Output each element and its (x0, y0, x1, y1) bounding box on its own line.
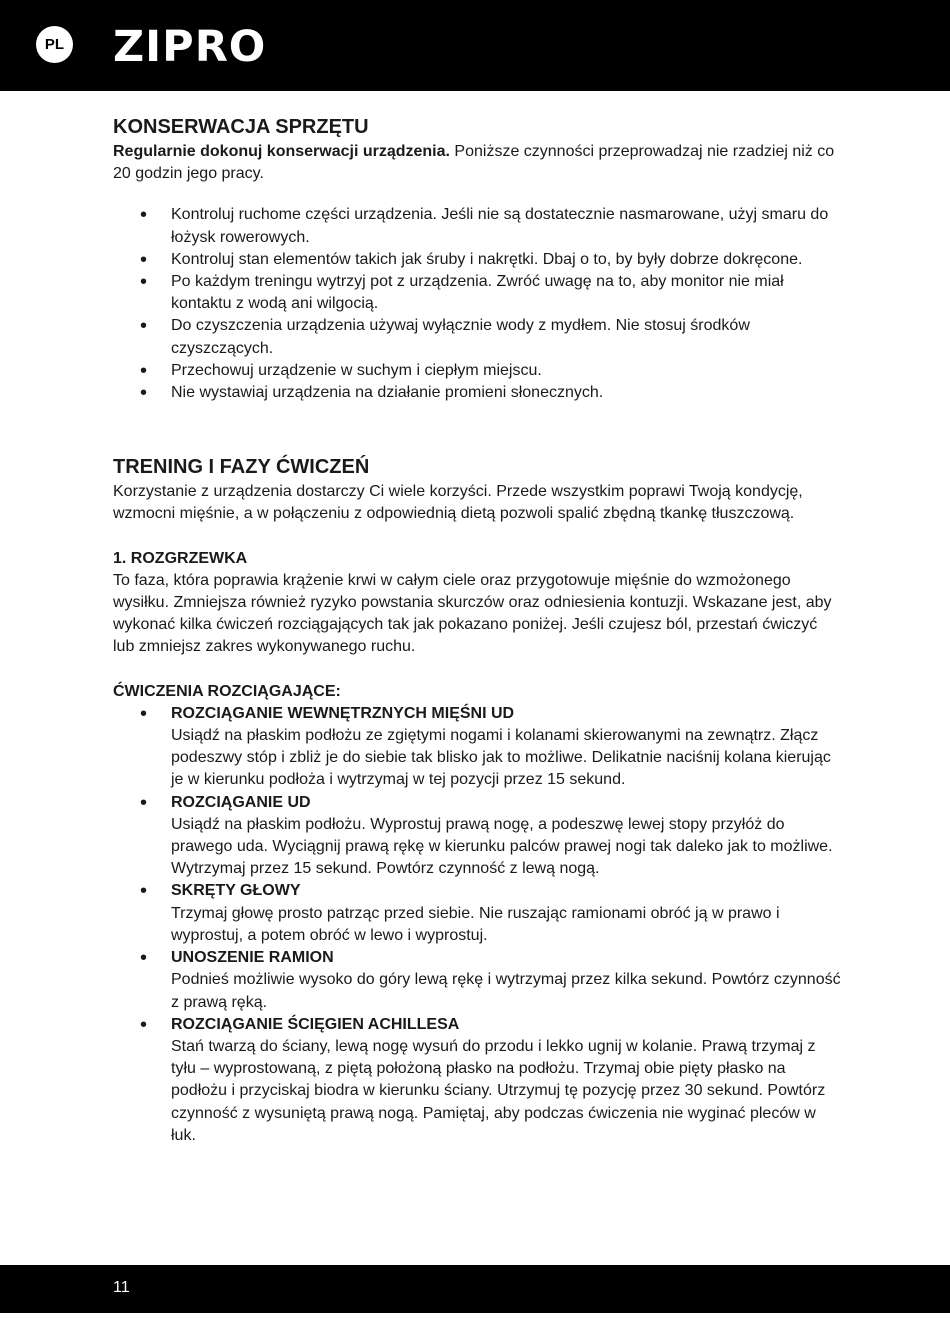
exercise-name: • ROZCIĄGANIE UD (171, 793, 311, 811)
exercise-description: Stań twarzą do ściany, lewą nogę wysuń do przodu i lekko ugnij w kolanie. Prawą trzymaj z tyłu – wyprostowaną, z piętą położoną płasko na podłożu. Trzymaj obie pięty płasko na podłożu i przyciskaj biodra w kierunku ściany. Utrzymuj tę pozycję przez 30 sekund. Powtórz czynność z wysuniętą prawą nogą. Pamiętaj, aby podczas ćwiczenia nie wyginać pleców w łuk. (171, 1037, 826, 1144)
warmup-text: To faza, która poprawia krążenie krwi w całym ciele oraz przygotowuje mięśnie do wzmożonego wysiłku. Zmniejsza również ryzyko powstania skurczów oraz odniesienia kontuzji. Wskazane jest, aby wykonać kilka ćwiczeń rozciągających tak jak pokazano poniżej. Jeśli czujesz ból, przestań ćwiczyć lub zmniejsz zakres wykonywanego ruchu. (113, 571, 832, 656)
exercise-item (113, 880, 843, 947)
maintenance-intro (113, 141, 843, 185)
maintenance-section (113, 113, 843, 404)
list-item: • Przechowuj urządzenie w suchym i ciepłym miejscu. (113, 360, 843, 382)
exercise-name: • ROZCIĄGANIE ŚCIĘGIEN ACHILLESA (171, 1015, 460, 1033)
exercise-list (113, 703, 843, 1147)
training-section (113, 453, 843, 1147)
list-item: • Nie wystawiaj urządzenia na działanie promieni słonecznych. (113, 382, 843, 404)
maintenance-title: KONSERWACJA SPRZĘTU (113, 116, 369, 138)
page-footer (0, 1265, 950, 1313)
training-intro: Korzystanie z urządzenia dostarczy Ci wiele korzyści. Przede wszystkim poprawi Twoją kondycję, wzmocni mięśnie, a w połączeniu z odpowiednią dietą pozwoli spalić zbędną tkankę tłuszczową. (113, 483, 803, 523)
exercise-item (113, 947, 843, 1014)
list-item: • Kontroluj ruchome części urządzenia. Jeśli nie są dostatecznie nasmarowane, użyj smaru do łożysk rowerowych. (113, 204, 843, 248)
training-title: TRENING I FAZY ĆWICZEŃ (113, 456, 370, 479)
exercise-description: Trzymaj głowę prosto patrząc przed siebie. Nie ruszając ramionami obróć ją w prawo i wyprostuj, a potem obróć w lewo i wyprostuj. (171, 904, 780, 944)
exercise-name: • UNOSZENIE RAMION (171, 949, 334, 967)
page-number: 11 (113, 1279, 130, 1296)
exercise-name: • SKRĘTY GŁOWY (171, 882, 301, 900)
brand-logo: ZIPRO (113, 22, 267, 72)
list-item: • Do czyszczenia urządzenia używaj wyłącznie wody z mydłem. Nie stosuj środków czyszczących. (113, 315, 843, 359)
list-item: • Po każdym treningu wytrzyj pot z urządzenia. Zwróć uwagę na to, aby monitor nie miał kontaktu z wodą ani wilgocią. (113, 271, 843, 315)
exercise-item (113, 792, 843, 881)
exercise-item (113, 1014, 843, 1147)
list-item: • Kontroluj stan elementów takich jak śruby i nakrętki. Dbaj o to, by były dobrze dokręcone. (113, 249, 843, 271)
exercise-item (113, 703, 843, 792)
warmup-heading: 1. ROZGRZEWKA (113, 549, 248, 567)
page-header (0, 0, 950, 91)
language-badge: PL (36, 26, 73, 63)
maintenance-list (113, 204, 843, 404)
stretching-title: ĆWICZENIA ROZCIĄGAJĄCE: (113, 682, 341, 700)
exercise-description: Podnieś możliwie wysoko do góry lewą rękę i wytrzymaj przez kilka sekund. Powtórz czynność z prawą ręką. (171, 971, 841, 1011)
exercise-description: Usiądź na płaskim podłożu ze zgiętymi nogami i kolanami skierowanymi na zewnątrz. Złącz podeszwy stóp i zbliż je do siebie tak blisko jak to możliwe. Delikatnie naciśnij kolana kierując je w kierunku podłoża i wytrzymaj w tej pozycji przez 15 sekund. (171, 727, 831, 789)
maintenance-intro-bold: Regularnie dokonuj konserwacji urządzenia. (113, 143, 450, 160)
exercise-description: Usiądź na płaskim podłożu. Wyprostuj prawą nogę, a podeszwę lewej stopy przyłóż do prawego uda. Wyciągnij prawą rękę w kierunku palców prawej nogi tak daleko jak to możliwe. Wytrzymaj przez 15 sekund. Powtórz czynność z lewą nogą. (171, 815, 833, 878)
maintenance-intro-text: Poniższe czynności przeprowadzaj nie rzadziej niż co 20 godzin jego pracy. (113, 143, 835, 183)
exercise-name: • ROZCIĄGANIE WEWNĘTRZNYCH MIĘŚNI UD (171, 704, 515, 722)
page-content (113, 113, 843, 1147)
